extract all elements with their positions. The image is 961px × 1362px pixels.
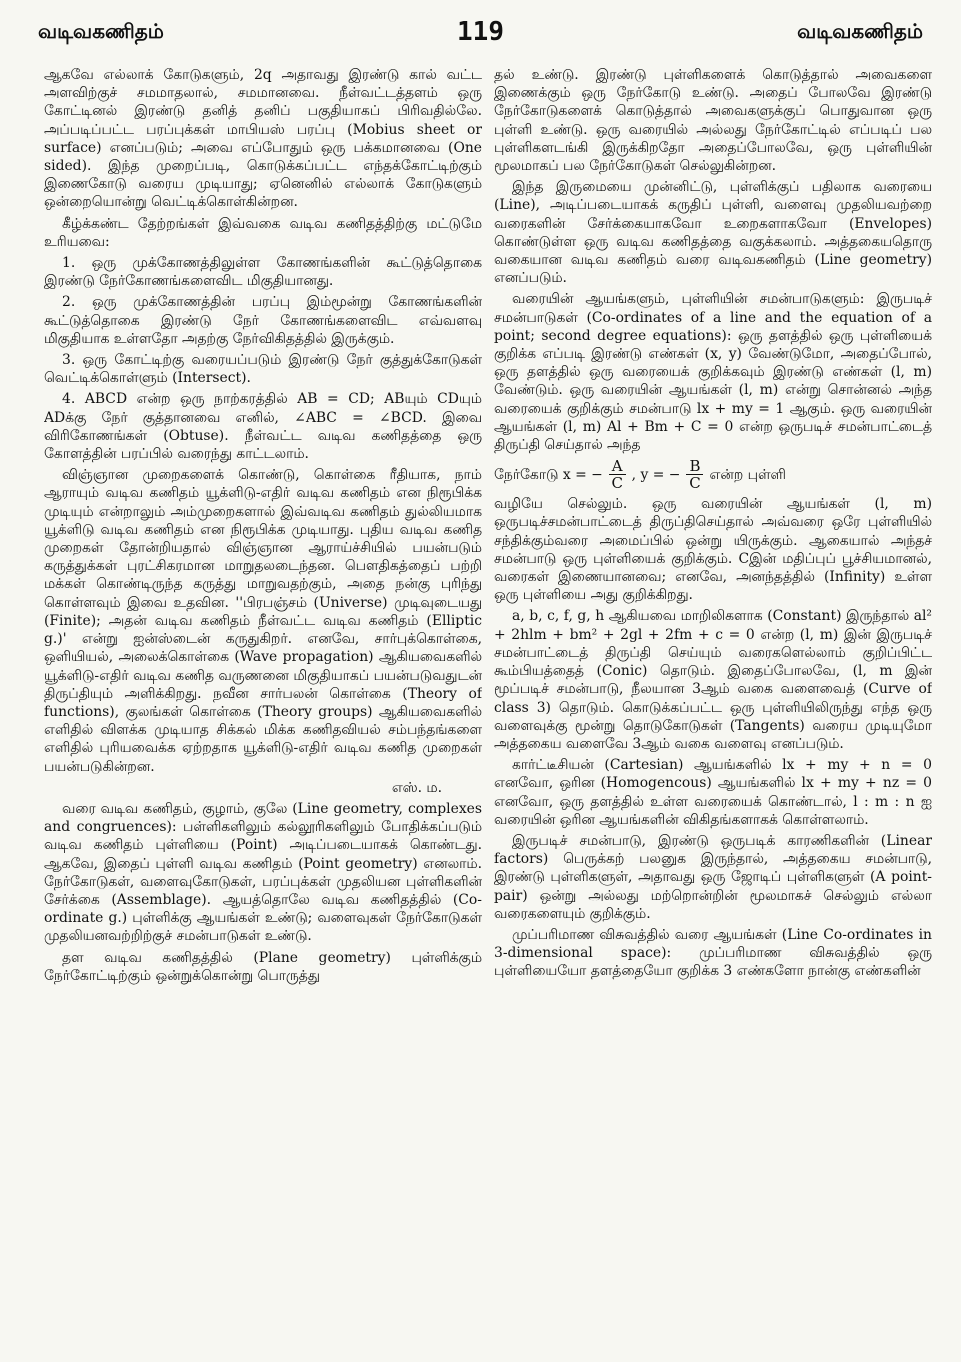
theorem-4: 4. ABCD என்ற ஒரு நாற்கரத்தில் AB = CD; ABயும் CDயும் ADக்கு நேர் குத்தானவை எனில், ∠ABC = ∠BCD. இவை விரிகோணங்கள் (Obtuse). நீள்வட்ட வடிவ கணிதத்தை ஒரு கோளத்தின் பரப்பில் வரைந்து காட்டலாம். — [44, 391, 482, 463]
equation-line — [494, 458, 932, 491]
fraction-b-over-c — [686, 458, 703, 491]
paragraph: இந்த இருமையை முன்னிட்டு, புள்ளிக்குப் பதிலாக வரையை (Line), அடிப்படையாகக் கருதிப் புள்ளி, வளைவு முதலியவற்றை வரைகளின் சேர்க்கையாகவோ உறைகளாகவோ (Envelopes) கொண்டுள்ள ஒரு வடிவ கணிதத்தை வகுக்கலாம். அத்தகையதொரு வகையான வடிவ கணிதம் வரை வடிவகணிதம் (Line geometry) எனப்படும். — [494, 179, 932, 287]
paragraph: கீழ்க்கண்ட தேற்றங்கள் இவ்வகை வடிவ கணிதத்திற்கு மட்டுமே உரியவை: — [44, 215, 482, 250]
fraction-denominator: C — [611, 474, 623, 493]
fraction-a-over-c — [609, 458, 626, 491]
running-title-right: வடிவகணிதம் — [797, 18, 923, 43]
right-column — [494, 66, 932, 1352]
paragraph: முப்பரிமாண விசுவத்தில் வரை ஆயங்கள் (Line Co-ordinates in 3-dimensional space): முப்பரிமாண விசுவத்தில் ஒரு புள்ளியையோ தளத்தையோ குறிக்க 3 எண்களோ நான்கு எண்களின் — [494, 926, 932, 980]
paragraph: ஆகவே எல்லாக் கோடுகளும், 2q அதாவது இரண்டு கால் வட்ட அளவிற்குச் சமமாதலால், சமமானவை. நீள்வட்டத்தளம் ஒரு கோட்டினல் இரண்டு தனித் தனிப் பகுதியாகப் பிரிவதில்லே. அப்படிப்பட்ட பரப்புக்கள் மாபியஸ் பரப்பு (Mobius sheet or surface) எனப்படும்; அவை எப்போதும் ஒரு பக்கமானவை (One sided). இந்த முறைப்படி, கொடுக்கப்பட்ட எந்தக்கோட்டிற்கும் இணைகோடு வரைய முடியாது; ஏனெனில் எல்லாக் கோடுகளும் ஒன்றையொன்று வெட்டிக்கொள்கின்றன. — [44, 67, 482, 211]
left-column — [44, 66, 482, 1352]
page-header — [38, 14, 923, 50]
paragraph: a, b, c, f, g, h ஆகியவை மாறிலிகளாக (Constant) இருந்தால் al² + 2hlm + bm² + 2gl + 2fm + c = 0 என்ற (l, m) இன் இருபடிச் சமன்பாட்டைத் திருப்தி செய்யும் வரைகளெல்லாம் குறிப்பிட்ட கூம்பியத்தைத் (Conic) தொடும். இதைப்போலவே, (l, m இன் மூப்படிச் சமன்பாடு, நீலயான 3ஆம் வகை வளைவைத் (Curve of class 3) தொடும். கொடுக்கப்பட்ட ஒரு புள்ளியிலிருந்து எந்த ஒரு வளைவுக்கு மூன்று தொடுகோடுகள் (Tangents) வரைய முடியுமோ அத்தகைய வளைவே 3ஆம் வகை வளைவு எனப்படும். — [494, 608, 932, 752]
fraction-numerator: B — [686, 458, 703, 475]
paragraph: தள வடிவ கணிதத்தில் (Plane geometry) புள்ளிக்கும் நேர்கோட்டிற்கும் ஒன்றுக்கொன்று பொருத்து — [44, 949, 482, 984]
equation-prefix: நேர்கோடு x = − — [494, 466, 603, 483]
paragraph: விஞ்ஞான முறைகளைக் கொண்டு, கொள்கை ரீதியாக, நாம் ஆராயும் வடிவ கணிதம் யூக்ளிடு-எதிர் வடிவ கணிதம் என நிரூபிக்க முடியும் என்றாலும் அம்முறைகளால் இவ்வடிவ கணிதம் துல்லியமாக யூக்ளிடு வடிவ கணிதம் என நிரூபிக்க முடியாது. புதிய வடிவ கணித முறைகள் தோன்றியதால் விஞ்ஞான ஆராய்ச்சியில் பயன்படும் கருத்துக்கள் புரட்சிகரமான மாறுதலடைந்தன. பௌதிகத்தைப் பற்றி மக்கள் கொண்டிருந்த கருத்து மாறுவதற்கும், அதை நன்கு புரிந்து கொள்ளவும் இவை உதவின. ''பிரபஞ்சம் (Universe) முடிவுடையது (Finite); அதன் வடிவ கணிதம் நீள்வட்ட வடிவ கணிதம் (Elliptic g.)' என்று ஐன்ஸ்டைன் கருதுகிறர். எனவே, சார்புக்கொள்கை, ஒளியியல், அலைக்கொள்கை (Wave propagation) ஆகியவைகளில் யூக்ளிடு-எதிர் வடிவ கணித வருணனை மிகுதியாகப் பயன்படுவதுடன் திருப்தியும் அளிக்கிறது. நவீன சார்பலன் கொள்கை (Theory of functions), குலங்கள் கொள்கை (Theory groups) ஆகியவைகளில் எளிதில் விளக்க முடியாத சிக்கல் மிக்க கணிதவியல் சம்பந்தங்களை எளிதில் புரியவைக்க ஏற்றதாக யூக்ளிடு-எதிர் வடிவ கணித முறைகள் பயன்படுகின்றன. — [44, 467, 482, 775]
page-number: 119 — [457, 17, 504, 47]
theorem-2: 2. ஒரு முக்கோணத்தின் பரப்பு இம்மூன்று கோணங்களின் கூட்டுத்தொகை இரண்டு நேர் கோணங்களைவிட எவ்வளவு மிகுதியாக உள்ளதோ அதற்கு நேர்விகிதத்தில் இருக்கும். — [44, 294, 482, 347]
paragraph: வழியே செல்லும். ஒரு வரையின் ஆயங்கள் (l, m) ஒருபடிச்சமன்பாட்டைத் திருப்திசெய்தால் அவ்வரை ஒரே புள்ளியில் சந்திக்கும்வரை அமைப்பில் ஒன்று யிருக்கும். ஆகையால் அந்தச் சமன்பாடு ஒரு புள்ளியைக் குறிக்கும். Cஇன் மதிப்புப் பூச்சியமானல், வரைகள் இணையானவை; எனவே, அனந்தத்தில் (Infinity) உள்ள ஒரு புள்ளியை அது குறிக்கிறது. — [494, 496, 932, 604]
paragraph: வரையின் ஆயங்களும், புள்ளியின் சமன்பாடுகளும்: இருபடிச் சமன்பாடுகள் (Co-ordinates of a line and the equation of a point; second degree equations): ஒரு தளத்தில் ஒரு புள்ளியைக் குறிக்க எப்படி இரண்டு எண்கள் (x, y) வேண்டுமோ, அதைப்போல், ஒரு தளத்தில் ஒரு வரையைக் குறிக்கவும் இரண்டு எண்கள் (l, m) வேண்டும். ஒரு வரையின் ஆயங்கள் (l, m) என்று சொன்னல் அந்த வரையைக் குறிக்கும் சமன்பாடு lx + my = 1 ஆகும். ஒரு வரையின் ஆயங்கள் (l, m) Al + Bm + C = 0 என்ற ஒருபடிச் சமன்பாட்டைத் திருப்தி செய்தால் அந்த — [494, 291, 932, 454]
equation-mid: , y = − — [631, 466, 681, 483]
article-line-geometry: வரை வடிவ கணிதம், குழாம், குலே (Line geometry, complexes and congruences): பள்ளிகளிலும் கல்லூரிகளிலும் போதிக்கப்படும் வடிவ கணிதம் புள்ளியை (Point) அடிப்படையாகக் கொண்டது. ஆகவே, இதைப் புள்ளி வடிவ கணிதம் (Point geometry) எனலாம். நேர்கோடுகள், வளைவுகோடுகள், பரப்புக்கள் முதலியன புள்ளிகளின் சேர்க்கை (Assemblage). ஆயத்தொலே வடிவ கணிதத்தில் (Co-ordinate g.) புள்ளிக்கு ஆயங்கள் உண்டு; வளைவுகள் நேர்கோடுகள் முதலியனவற்றிற்குச் சமன்பாடுகள் உண்டு. — [44, 800, 482, 945]
paragraph: தல் உண்டு. இரண்டு புள்ளிகளைக் கொடுத்தால் அவைகளை இணைக்கும் ஒரு நேர்கோடு உண்டு. அதைப் போலவே இரண்டு நேர்கோடுகளைக் கொடுத்தால் அவைகளுக்குப் பொதுவான ஒரு புள்ளி உண்டு. ஒரு வரையில் அல்லது நேர்கோட்டில் எப்படிப் பல புள்ளிகளடங்கி இருக்கிறதோ அதைப்போலவே, ஒரு புள்ளியின் மூலமாகப் பல நேர்கோடுகள் செல்லுகின்றன. — [494, 67, 932, 175]
equation-suffix: என்ற புள்ளி — [709, 466, 786, 483]
fraction-denominator: C — [689, 474, 701, 493]
paragraph: கார்ட்டீசியன் (Cartesian) ஆயங்களில் lx + my + n = 0 எனவோ, ஒரின (Homogencous) ஆயங்களில் lx + my + nz = 0 எனவோ, ஒரு தளத்தில் உள்ள வரையைக் கொண்டால், l : m : n ஐ வரையின் ஒரின ஆயங்களின் விகிதங்களாகக் கொள்ளலாம். — [494, 757, 932, 828]
theorem-1: 1. ஒரு முக்கோணத்திலுள்ள கோணங்களின் கூட்டுத்தொகை இரண்டு நேர்கோணங்களைவிட மிகுதியானது. — [44, 255, 482, 290]
author-signature: எஸ். ம. — [391, 779, 442, 796]
fraction-numerator: A — [609, 458, 626, 475]
paragraph: இருபடிச் சமன்பாடு, இரண்டு ஒருபடிக் காரணிகளின் (Linear factors) பெருக்கற் பலனுக இருந்தால், அத்தகைய சமன்பாடு, இரண்டு புள்ளிகளுள், அதாவது ஒரு ஜோடிப் புள்ளிகளுள் (A point-pair) ஒன்று அல்லது மற்றொன்றின் மூலமாகச் செல்லும் எல்லா வரைகளையும் குறிக்கும். — [494, 832, 932, 922]
theorem-3: 3. ஒரு கோட்டிற்கு வரையப்படும் இரண்டு நேர் குத்துக்கோடுகள் வெட்டிக்கொள்ளும் (Intersect). — [44, 352, 482, 387]
running-title-left: வடிவகணிதம் — [38, 18, 164, 43]
